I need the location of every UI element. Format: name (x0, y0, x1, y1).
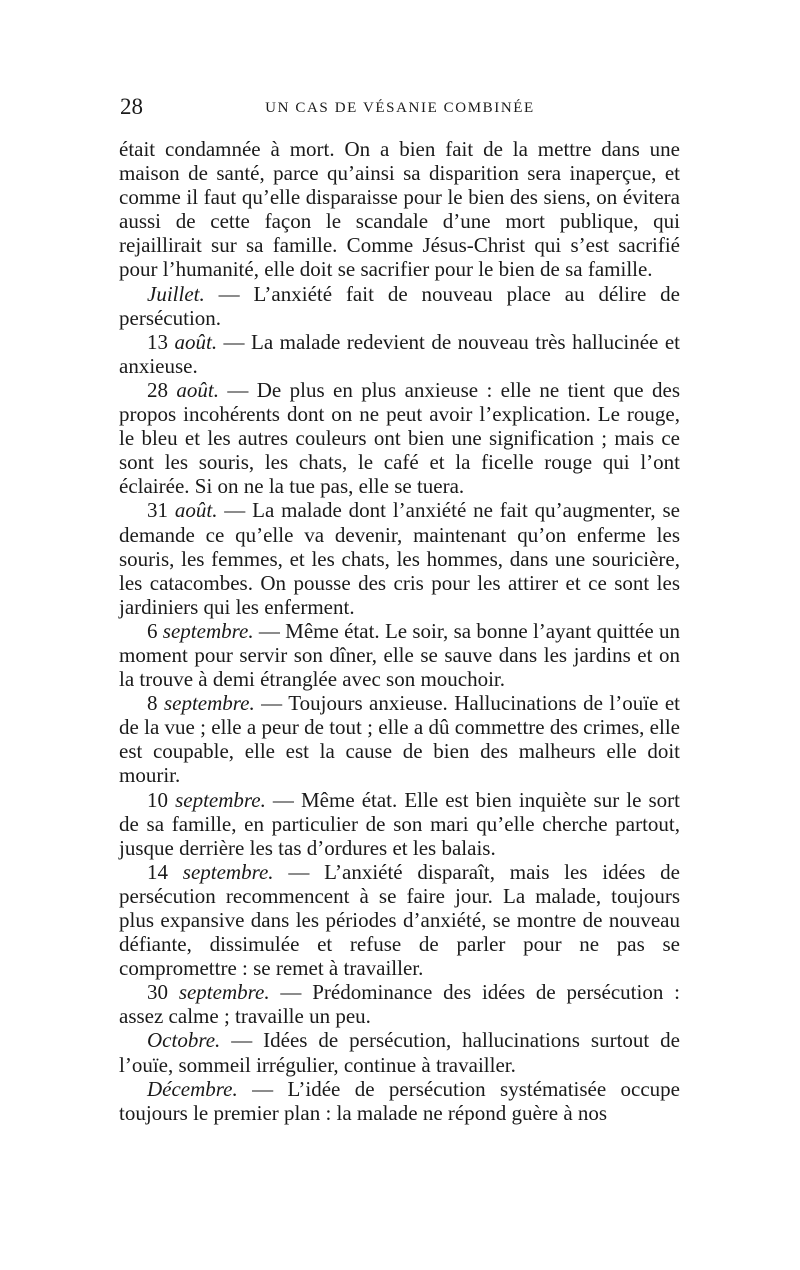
entry-date: août. (174, 329, 218, 354)
page-number: 28 (120, 94, 143, 119)
entry-date-number: 14 (147, 859, 183, 884)
entry-6-septembre (119, 619, 680, 691)
entry-text: — L’anxiété disparaît, mais les idées de persécution recommencent à se faire jour. La malade, toujours plus expansive dans les périodes d’anxiété, se montre de nouveau défiante, dissimulée et refuse de parler pour ne pas se compromettre : se remet à travailler. (119, 859, 681, 981)
entry-juillet (119, 282, 680, 330)
entry-decembre (119, 1077, 680, 1125)
entry-text: — De plus en plus anxieuse : elle ne tient que des propos incohérents dont on ne peut avoir l’explication. Le rouge, le bleu et les autres couleurs ont bien une signification ; mais ce sont les souris, les chats, le café et la ficelle rouge qui l’ont éclairée. Si on ne la tue pas, elle se tuera. (119, 377, 680, 499)
entry-date-number: 13 (147, 329, 175, 354)
entry-text: — Prédominance des idées de persécution : assez calme ; travaille un peu. (119, 980, 680, 1029)
entry-text: — Même état. Elle est bien inquiète sur le sort de sa famille, en particulier de son mari qu’elle cherche partout, jusque derrière les tas d’ordures et les balais. (119, 787, 681, 860)
entry-14-septembre (119, 860, 680, 980)
intro-paragraph: était condamnée à mort. On a bien fait de la mettre dans une maison de santé, parce qu’ainsi sa disparition sera inaperçue, et comme il faut qu’elle disparaisse pour le bien des siens, on évitera aussi de cette façon le scandale d’une mort publique, qui rejaillirait sur sa famille. Comme Jésus-Christ qui s’est sacrifié pour l’humanité, elle doit se sacrifier pour le bien de sa famille. (119, 137, 680, 282)
entry-date-number: 8 (147, 691, 164, 716)
entry-date: août. (176, 377, 219, 402)
entry-10-septembre (119, 788, 680, 860)
entry-text: — Idées de persécution, hallucinations surtout de l’ouïe, sommeil irrégulier, continue à travailler. (119, 1028, 680, 1077)
entry-13-aout (119, 330, 680, 378)
entry-text: — Toujours anxieuse. Hallucinations de l’ouïe et de la vue ; elle a peur de tout ; elle a dû commettre des crimes, elle est coupable, elle est la cause de bien des malheurs elle doit mourir. (119, 691, 680, 788)
entry-date-number: 31 (147, 498, 175, 523)
entry-date: août. (174, 498, 218, 523)
entry-date-number: 6 (147, 618, 163, 643)
running-title: UN CAS DE VÉSANIE COMBINÉE (265, 100, 535, 116)
entry-date: septembre. (162, 618, 254, 643)
entry-30-septembre (119, 980, 680, 1028)
entry-date-number: 10 (147, 787, 176, 812)
entry-31-aout (119, 498, 680, 618)
entry-octobre (119, 1028, 680, 1076)
entry-date: Décembre. (147, 1076, 238, 1101)
entry-text: — La malade redevient de nouveau très hallucinée et anxieuse. (119, 329, 680, 378)
entry-8-septembre (119, 691, 680, 787)
entry-date: septembre. (175, 787, 266, 812)
entry-date: Octobre. (147, 1028, 221, 1053)
entry-date: septembre. (182, 859, 274, 884)
page-header (120, 92, 680, 122)
entry-date: Juillet. (147, 281, 205, 306)
entry-text: — L’anxiété fait de nouveau place au délire de persécution. (119, 281, 680, 330)
body-text (119, 137, 680, 1125)
entry-date-number: 30 (147, 980, 179, 1005)
entry-text: — Même état. Le soir, sa bonne l’ayant quittée un moment pour servir son dîner, elle se sauve dans les jardins et on la trouve à demi étranglée avec son mouchoir. (119, 618, 681, 692)
entry-date: septembre. (178, 980, 270, 1005)
entry-date-number: 28 (147, 377, 177, 402)
entry-date: septembre. (163, 691, 255, 716)
entry-text: — La malade dont l’anxiété ne fait qu’augmenter, se demande ce qu’elle va devenir, maintenant qu’on enferme les souris, les femmes, et les chats, les hommes, dans une souricière, les catacombes. On pousse des cris pour les attirer et ce sont les jardiniers qui les enferment. (119, 498, 681, 619)
entry-text: — L’idée de persécution systématisée occupe toujours le premier plan : la malade ne répond guère à nos (119, 1076, 680, 1125)
entry-28-aout (119, 378, 680, 498)
